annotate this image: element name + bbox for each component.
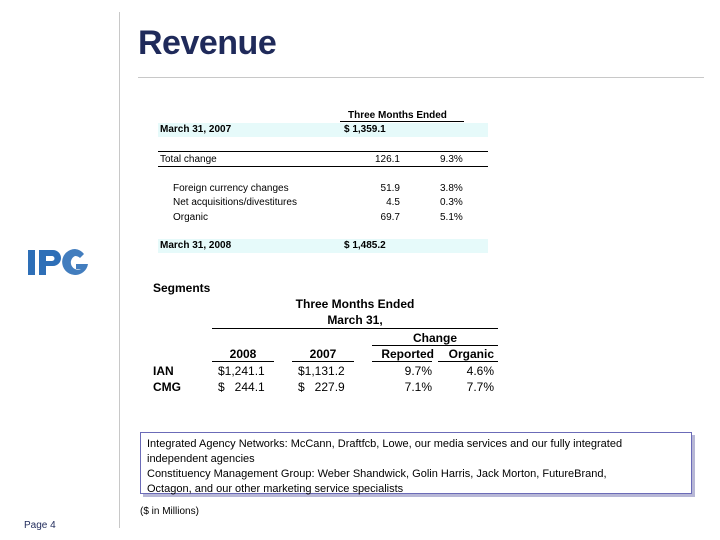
col-rule bbox=[212, 361, 274, 362]
segment-organic: 4.6% bbox=[466, 364, 494, 378]
segment-2007: $1,131.2 bbox=[298, 364, 345, 378]
col-2008: 2008 bbox=[229, 347, 257, 361]
segment-reported: 9.7% bbox=[404, 364, 432, 378]
header-rule bbox=[340, 121, 464, 122]
revenue-row-pct: 3.8% bbox=[440, 183, 463, 194]
segment-name: IAN bbox=[153, 364, 174, 378]
col-rule bbox=[438, 361, 498, 362]
segment-2007: $ 227.9 bbox=[298, 380, 345, 394]
segments-header-line2: March 31, bbox=[327, 313, 383, 327]
revenue-table-header: Three Months Ended bbox=[348, 110, 447, 121]
revenue-row-label: March 31, 2007 bbox=[160, 124, 232, 135]
revenue-row-pct: 9.3% bbox=[440, 154, 463, 165]
revenue-row-label: Net acquisitions/divestitures bbox=[173, 197, 297, 208]
segment-2008: $1,241.1 bbox=[218, 364, 265, 378]
revenue-row-pct: 0.3% bbox=[440, 197, 463, 208]
header-rule bbox=[212, 328, 498, 329]
revenue-row-pct: 5.1% bbox=[440, 212, 463, 223]
col-rule bbox=[292, 361, 354, 362]
revenue-row-value: 69.7 bbox=[380, 212, 400, 223]
revenue-row-label: Foreign currency changes bbox=[173, 183, 289, 194]
segments-header-line1: Three Months Ended bbox=[295, 297, 415, 311]
change-header: Change bbox=[412, 331, 457, 345]
note-line: independent agencies bbox=[147, 453, 255, 465]
section-rule bbox=[158, 166, 488, 167]
segments-title: Segments bbox=[153, 281, 211, 295]
segment-name: CMG bbox=[153, 380, 181, 394]
segment-2008: $ 244.1 bbox=[218, 380, 265, 394]
units-footnote: ($ in Millions) bbox=[140, 506, 199, 517]
revenue-row-label: March 31, 2008 bbox=[160, 240, 232, 251]
revenue-row-value: 51.9 bbox=[380, 183, 400, 194]
revenue-row-value: $ 1,359.1 bbox=[344, 124, 386, 135]
ipg-logo bbox=[28, 245, 90, 279]
page-title: Revenue bbox=[138, 24, 277, 62]
note-line: Integrated Agency Networks: McCann, Draftfcb, Lowe, our media services and our fully integrated bbox=[147, 438, 623, 450]
segment-reported: 7.1% bbox=[404, 380, 432, 394]
note-line: Constituency Management Group: Weber Shandwick, Golin Harris, Jack Morton, FutureBrand, bbox=[147, 468, 607, 480]
revenue-row-value: $ 1,485.2 bbox=[344, 240, 386, 251]
revenue-row-label: Total change bbox=[160, 154, 217, 165]
page-number: Page 4 bbox=[24, 520, 56, 531]
col-reported: Reported bbox=[381, 347, 434, 361]
revenue-row-value: 4.5 bbox=[386, 197, 400, 208]
title-underline bbox=[138, 77, 704, 78]
section-rule bbox=[158, 151, 488, 152]
revenue-row-value: 126.1 bbox=[374, 154, 400, 165]
note-line: Octagon, and our other marketing service specialists bbox=[147, 483, 404, 495]
col-organic: Organic bbox=[448, 347, 494, 361]
revenue-row-label: Organic bbox=[173, 212, 209, 223]
header-rule bbox=[372, 345, 498, 346]
col-2007: 2007 bbox=[309, 347, 337, 361]
segment-definitions-box bbox=[140, 432, 692, 494]
segment-organic: 7.7% bbox=[466, 380, 494, 394]
vertical-divider bbox=[119, 12, 120, 528]
col-rule bbox=[372, 361, 432, 362]
